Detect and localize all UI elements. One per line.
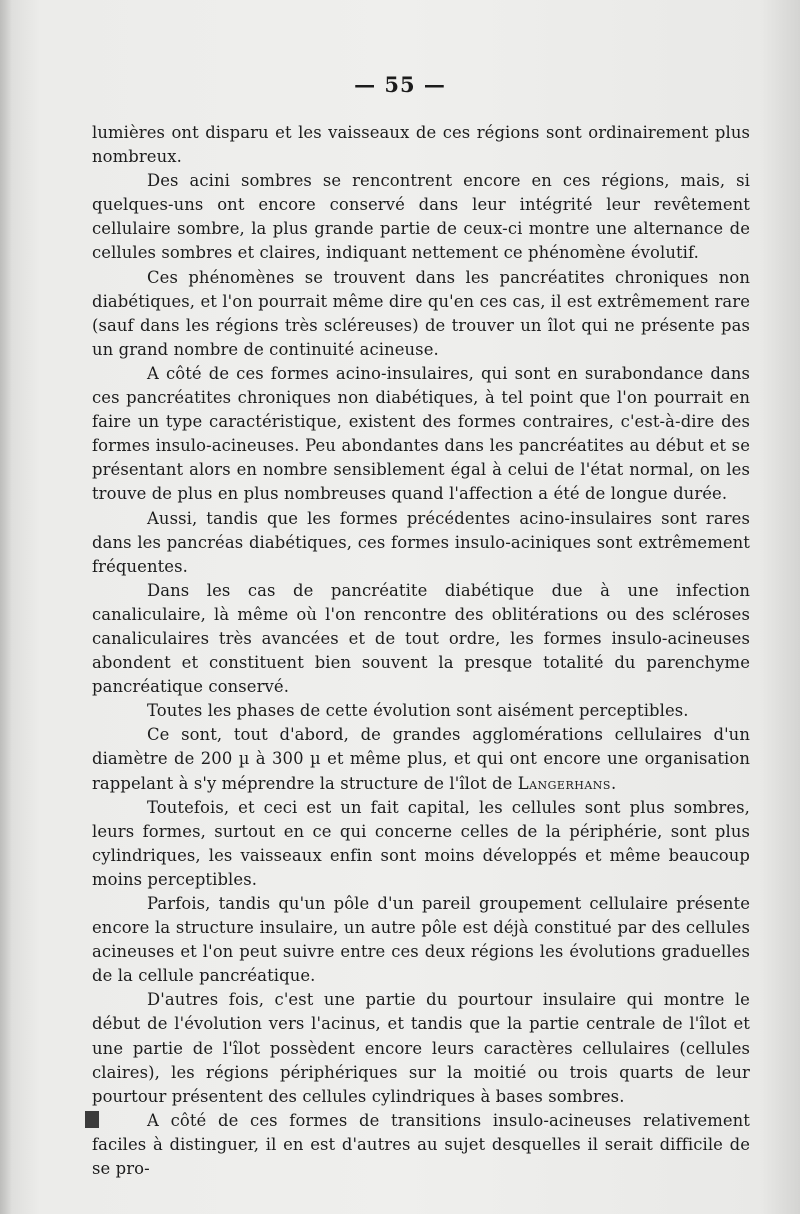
paragraph-11: D'autres fois, c'est une partie du pourtour insulaire qui montre le début de l'évolution vers l'acinus, et tandis que la partie centrale de l'îlot et une partie de l'îlot possèdent encore leurs caractères cellulaires (cellules claires), les régions périphériques sur la moitié ou trois quarts de leur pourtour présentent des cellules cylindriques à bases sombres. bbox=[92, 990, 750, 1106]
paragraph-4: A côté de ces formes acino-insulaires, qui sont en surabondance dans ces pancréatites chroniques non diabétiques, à tel point que l'on pourrait en faire un type caractéristique, existent des formes contraires, c'est-à-dire des formes insulo-acineuses. Peu abondantes dans les pancréatites au début et se présentant alors en nombre sensiblement égal à celui de l'état normal, on les trouve de plus en plus nombreuses quand l'affection a été de longue durée. bbox=[92, 363, 750, 504]
paragraph-6: Dans les cas de pancréatite diabétique due à une infection canaliculaire, là même où l'on rencontre des oblitérations ou des scléroses canaliculaires très avancées et de tout ordre, les formes insulo-acineuses abondent et constituent bien souvent la presque totalité du parenchyme pancréatique conservé. bbox=[92, 580, 750, 697]
page-gutter-shadow bbox=[0, 0, 12, 1214]
paragraph-2: Des acini sombres se rencontrent encore en ces régions, mais, si quelques-uns ont encore conservé dans leur intégrité leur revêtement cellulaire sombre, la plus grande partie de ceux-ci montre une alternance de cellules sombres et claires, indiquant nettement ce phénomène évolutif. bbox=[92, 171, 750, 263]
paragraph-1: lumières ont disparu et les vaisseaux de ces régions sont ordinairement plus nombreux. bbox=[92, 123, 750, 167]
paragraph-8-text: Ce sont, tout d'abord, de grandes agglomérations cellulaires d'un diamètre de 200 µ à 300 µ et même plus, et qui ont encore une organisation rappelant à s'y méprendre la structure de l'îlot de bbox=[92, 725, 750, 793]
margin-mark-icon bbox=[85, 1111, 99, 1128]
paragraph-8 bbox=[92, 723, 750, 795]
paragraph-9: Toutefois, et ceci est un fait capital, les cellules sont plus sombres, leurs formes, surtout en ce qui concerne celles de la périphérie, sont plus cylindriques, les vaisseaux enfin sont moins développés et même beaucoup moins perceptibles. bbox=[92, 797, 750, 889]
body-text bbox=[92, 121, 750, 1181]
page-number: — 55 — bbox=[354, 72, 446, 97]
paragraph-12 bbox=[92, 1109, 750, 1181]
paragraph-12-text: A côté de ces formes de transitions insulo-acineuses relativement faciles à distinguer, il en est d'autres au sujet desquelles il serait difficile de se pro- bbox=[92, 1110, 750, 1179]
author-name-langerhans: Langerhans bbox=[517, 773, 611, 793]
paragraph-7: Toutes les phases de cette évolution sont aisément perceptibles. bbox=[147, 701, 689, 721]
paragraph-10: Parfois, tandis qu'un pôle d'un pareil groupement cellulaire présente encore la structure insulaire, un autre pôle est déjà constitué par des cellules acineuses et l'on peut suivre entre ces deux régions les évolutions graduelles de la cellule pancréatique. bbox=[92, 894, 750, 986]
paragraph-5: Aussi, tandis que les formes précédentes acino-insulaires sont rares dans les pancréas diabétiques, ces formes insulo-aciniques sont extrêmement fréquentes. bbox=[92, 508, 750, 576]
paragraph-3: Ces phénomènes se trouvent dans les pancréatites chroniques non diabétiques, et l'on pourrait même dire qu'en ces cas, il est extrêmement rare (sauf dans les régions très scléreuses) de trouver un îlot qui ne présente pas un grand nombre de continuité acineuse. bbox=[92, 267, 750, 359]
paragraph-8-end: . bbox=[610, 773, 617, 793]
